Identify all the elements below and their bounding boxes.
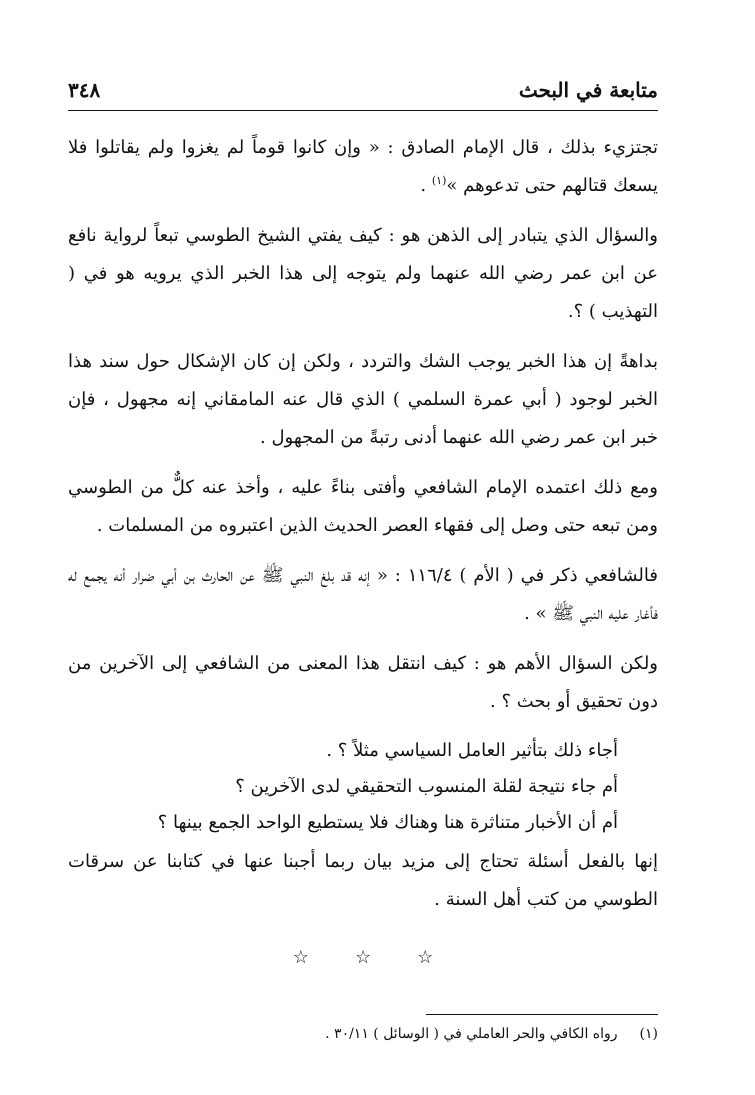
footnote-divider	[426, 1014, 658, 1015]
paragraph-5: فالشافعي ذكر في ( الأم ) ١١٦/٤ : « إنه قد بلغ النبي ﷺ عن الحارث بن أبي ضرار أنه يجمع له فأغار عليه النبي ﷺ » .	[68, 565, 658, 624]
star-icon: ☆	[292, 947, 309, 968]
list-item: أجاء ذلك بتأثير العامل السياسي مثلاً ؟ .	[326, 740, 618, 761]
footnote-text: رواه الكافي والحر العاملي في ( الوسائل ) ٣٠/١١ .	[325, 1026, 618, 1042]
book-page	[68, 70, 658, 1070]
section-separator	[68, 947, 658, 968]
running-header	[68, 70, 658, 111]
paragraph-4: ومع ذلك اعتمده الإمام الشافعي وأفتى بناءً عليه ، وأخذ عنه كلٌّ من الطوسي ومن تبعه حتى وصل إلى فقهاء العصر الحديث الذين اعتبروه من المسلمات .	[68, 477, 658, 536]
paragraph-3: بداهةً إن هذا الخبر يوجب الشك والتردد ، ولكن إن كان الإشكال حول سند هذا الخبر لوجود ( أبي عمرة السلمي ) الذي قال عنه المامقاني إنه مجهول ، فإن خبر ابن عمر رضي الله عنهما أدنى رتبةً من المجهول .	[68, 351, 658, 448]
paragraph-1-text: تجتزيء بذلك ، قال الإمام الصادق : « وإن كانوا قوماً لم يغزوا ولم يقاتلوا فلا يسعك قتالهم حتى تدعوهم »	[68, 137, 658, 196]
star-icon: ☆	[354, 947, 372, 968]
closing-paragraph: إنها بالفعل أسئلة تحتاج إلى مزيد بيان ربما أجبنا عنها في كتابنا عن سرقات الطوسي من كتب أهل السنة .	[68, 851, 658, 910]
page-number: ٣٤٨	[68, 78, 101, 102]
footnote	[68, 1021, 658, 1047]
footnote-ref: (١)	[431, 174, 447, 187]
list-item: أم أن الأخبار متناثرة هنا وهناك فلا يستطيع الواحد الجمع بينها ؟	[157, 812, 618, 833]
question-list	[68, 733, 658, 841]
page-body	[68, 129, 658, 1047]
paragraph-6: ولكن السؤال الأهم هو : كيف انتقل هذا المعنى من الشافعي إلى الآخرين من دون تحقيق أو بحث ؟ .	[68, 653, 658, 712]
paragraph-1	[68, 129, 658, 205]
paragraph-2: والسؤال الذي يتبادر إلى الذهن هو : كيف يفتي الشيخ الطوسي تبعاً لرواية نافع عن ابن عمر رضي الله عنهما ولم يتوجه إلى هذا الخبر الذي يرويه هو في ( التهذيب ) ؟.	[68, 225, 658, 322]
list-item: أم جاء نتيجة لقلة المنسوب التحقيقي لدى الآخرين ؟	[235, 776, 618, 797]
paragraph-1-end: .	[420, 175, 432, 196]
footnote-number: (١)	[639, 1026, 658, 1042]
chapter-title: متابعة في البحث	[518, 78, 658, 102]
star-icon: ☆	[417, 947, 434, 968]
